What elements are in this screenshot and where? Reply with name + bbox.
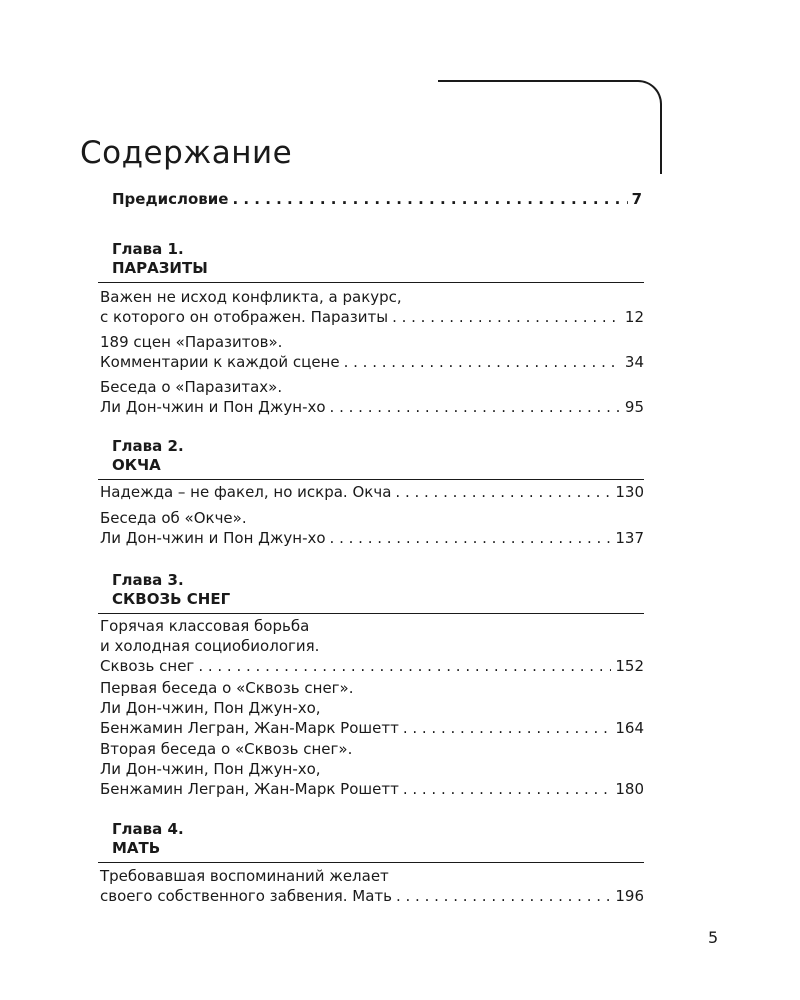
- entry-page-number: 196: [615, 887, 644, 905]
- chapter-name: МАТЬ: [112, 839, 161, 857]
- page-title: Содержание: [80, 134, 293, 171]
- entry-line: Сквозь снег: [100, 657, 195, 675]
- entry-line: Первая беседа о «Сквозь снег».: [100, 679, 354, 697]
- chapter-rule: [98, 282, 644, 283]
- leader-dots: [403, 779, 612, 799]
- toc-entry[interactable]: [100, 332, 644, 372]
- entry-page-number: 130: [615, 483, 644, 501]
- entry-line: и холодная социобиология.: [100, 637, 320, 655]
- chapter-heading: [112, 437, 512, 475]
- entry-page-number: 164: [615, 719, 644, 737]
- chapter-name: СКВОЗЬ СНЕГ: [112, 590, 231, 608]
- toc-entry[interactable]: [100, 739, 644, 799]
- chapter-name: ПАРАЗИТЫ: [112, 259, 208, 277]
- toc-entry[interactable]: [100, 616, 644, 676]
- leader-dots: [232, 190, 627, 208]
- leader-dots: [344, 352, 621, 372]
- chapter-heading: [112, 571, 512, 609]
- leader-dots: [392, 307, 621, 327]
- entry-line: Вторая беседа о «Сквозь снег».: [100, 740, 353, 758]
- leader-dots: [330, 528, 612, 548]
- leader-dots: [395, 482, 611, 502]
- toc-entry[interactable]: [100, 866, 644, 906]
- chapter-rule: [98, 862, 644, 863]
- chapter-rule: [98, 479, 644, 480]
- entry-line: Ли Дон-чжин и Пон Джун-хо: [100, 398, 326, 416]
- toc-entry[interactable]: [100, 508, 644, 548]
- entry-line: Ли Дон-чжин, Пон Джун-хо,: [100, 699, 321, 717]
- entry-line: Надежда – не факел, но искра. Окча: [100, 483, 392, 501]
- chapter-heading: [112, 240, 512, 278]
- entry-line: Ли Дон-чжин и Пон Джун-хо: [100, 529, 326, 547]
- entry-page-number: 34: [624, 353, 644, 371]
- entry-line: Беседа об «Окче».: [100, 509, 247, 527]
- chapter-name: ОКЧА: [112, 456, 161, 474]
- chapter-number: Глава 4.: [112, 820, 184, 838]
- leader-dots: [396, 886, 611, 906]
- toc-entry[interactable]: [100, 377, 644, 417]
- entry-page-number: 137: [615, 529, 644, 547]
- entry-line: Требовавшая воспоминаний желает: [100, 867, 389, 885]
- chapter-heading: [112, 820, 512, 858]
- chapter-number: Глава 1.: [112, 240, 184, 258]
- entry-line: Комментарии к каждой сцене: [100, 353, 340, 371]
- toc-entry-preface[interactable]: [112, 190, 642, 208]
- entry-line: Горячая классовая борьба: [100, 617, 310, 635]
- toc-entry[interactable]: [100, 482, 644, 502]
- page-number: 5: [708, 928, 719, 947]
- entry-line: Ли Дон-чжин, Пон Джун-хо,: [100, 760, 321, 778]
- entry-line: Важен не исход конфликта, а ракурс,: [100, 288, 402, 306]
- entry-line: 189 сцен «Паразитов».: [100, 333, 283, 351]
- leader-dots: [330, 397, 621, 417]
- preface-page-number: 7: [631, 190, 642, 208]
- toc-entry[interactable]: [100, 678, 644, 738]
- preface-label: Предисловие: [112, 190, 229, 208]
- entry-page-number: 12: [624, 308, 644, 326]
- entry-line: своего собственного забвения. Мать: [100, 887, 392, 905]
- entry-page-number: 180: [615, 780, 644, 798]
- leader-dots: [403, 718, 612, 738]
- entry-line: Беседа о «Паразитах».: [100, 378, 283, 396]
- chapter-rule: [98, 613, 644, 614]
- entry-page-number: 95: [624, 398, 644, 416]
- entry-line: Бенжамин Легран, Жан-Марк Рошетт: [100, 719, 399, 737]
- decorative-corner-line: [438, 80, 662, 174]
- toc-entry[interactable]: [100, 287, 644, 327]
- chapter-number: Глава 3.: [112, 571, 184, 589]
- entry-line: Бенжамин Легран, Жан-Марк Рошетт: [100, 780, 399, 798]
- entry-page-number: 152: [615, 657, 644, 675]
- chapter-number: Глава 2.: [112, 437, 184, 455]
- leader-dots: [198, 656, 611, 676]
- entry-line: с которого он отображен. Паразиты: [100, 308, 389, 326]
